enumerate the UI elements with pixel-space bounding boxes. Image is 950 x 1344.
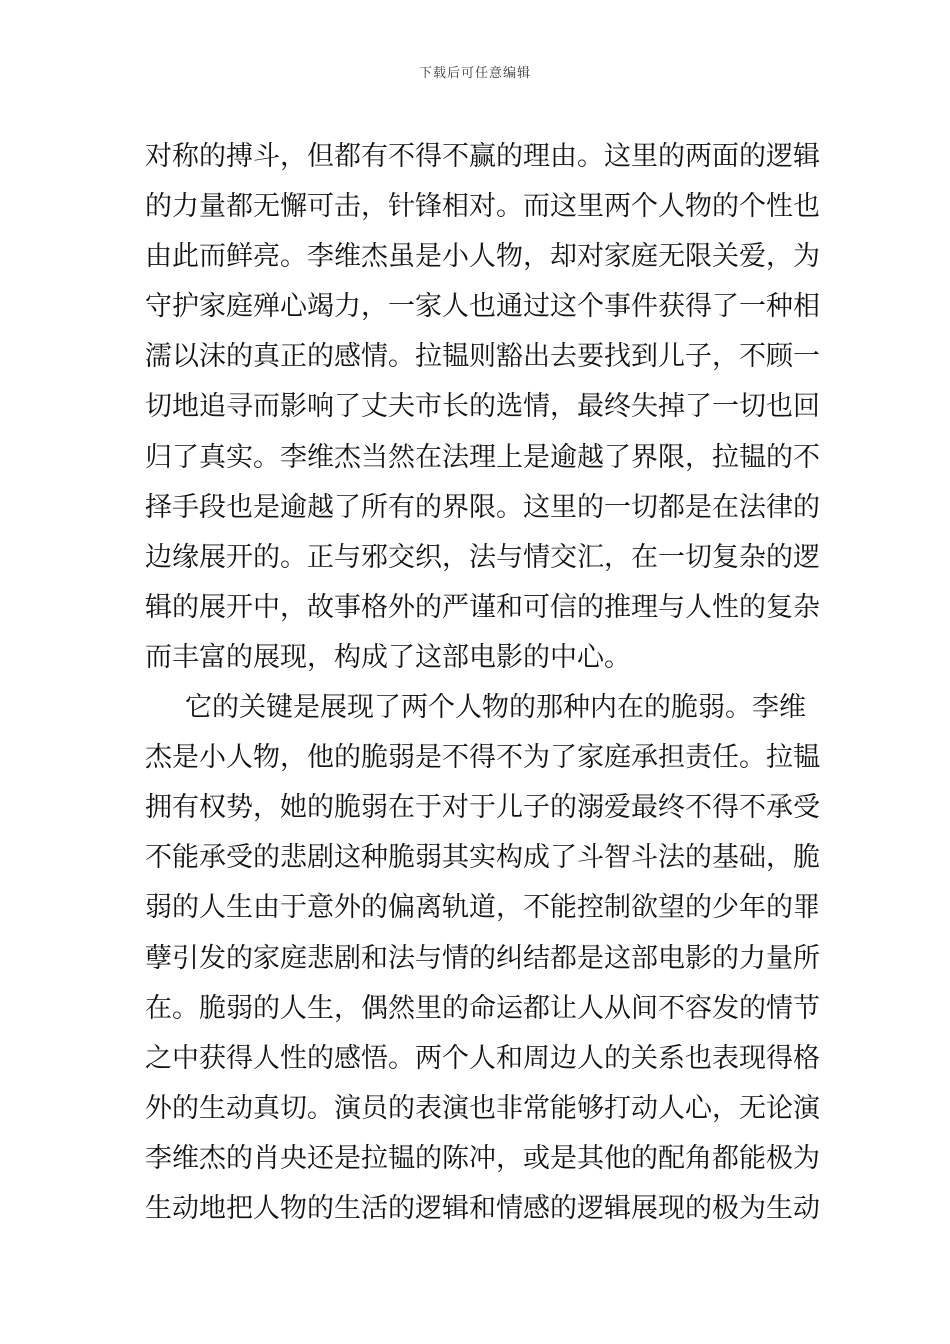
text-line: 外的生动真切。演员的表演也非常能够打动人心，无论演 [145,1092,820,1124]
text-line-first: 它的关键是展现了两个人物的那种内在的脆弱。李维 [185,692,806,724]
paragraph-2 [145,683,820,1234]
page-header: 下载后可任意编辑 [418,66,531,81]
text-line: 归了真实。李维杰当然在法理上是逾越了界限，拉韫的不 [145,441,820,473]
text-line: 边缘展开的。正与邪交织，法与情交汇，在一切复杂的逻 [145,541,820,573]
text-line: 李维杰的肖央还是拉韫的陈冲，或是其他的配角都能极为 [145,1142,820,1174]
text-line: 生动地把人物的生活的逻辑和情感的逻辑展现的极为生动 [145,1192,820,1224]
text-line: 辑的展开中，故事格外的严谨和可信的推理与人性的复杂 [145,591,820,623]
text-line: 的力量都无懈可击，针锋相对。而这里两个人物的个性也 [145,191,820,223]
text-line: 而丰富的展现，构成了这部电影的中心。 [145,641,631,673]
text-line: 择手段也是逾越了所有的界限。这里的一切都是在法律的 [145,491,820,523]
body-text [145,132,820,1234]
text-line: 拥有权势，她的脆弱在于对于儿子的溺爱最终不得不承受 [145,792,820,824]
text-line: 杰是小人物，他的脆弱是不得不为了家庭承担责任。拉韫 [145,742,820,774]
text-line: 守护家庭殚心竭力，一家人也通过这个事件获得了一种相 [145,291,820,323]
text-line: 由此而鲜亮。李维杰虽是小人物，却对家庭无限关爱，为 [145,241,820,273]
text-line: 对称的搏斗，但都有不得不赢的理由。这里的两面的逻辑 [145,141,820,172]
text-line: 不能承受的悲剧这种脆弱其实构成了斗智斗法的基础，脆 [145,842,820,874]
paragraph-1 [145,132,820,683]
text-line: 弱的人生由于意外的偏离轨道，不能控制欲望的少年的罪 [145,892,820,924]
text-line: 濡以沫的真正的感情。拉韫则豁出去要找到儿子，不顾一 [145,341,820,373]
text-line: 孽引发的家庭悲剧和法与情的纠结都是这部电影的力量所 [145,942,820,974]
text-line: 在。脆弱的人生，偶然里的命运都让人从间不容发的情节 [145,992,820,1024]
text-line: 之中获得人性的感悟。两个人和周边人的关系也表现得格 [145,1042,820,1074]
text-line: 切地追寻而影响了丈夫市长的选情，最终失掉了一切也回 [145,391,820,423]
